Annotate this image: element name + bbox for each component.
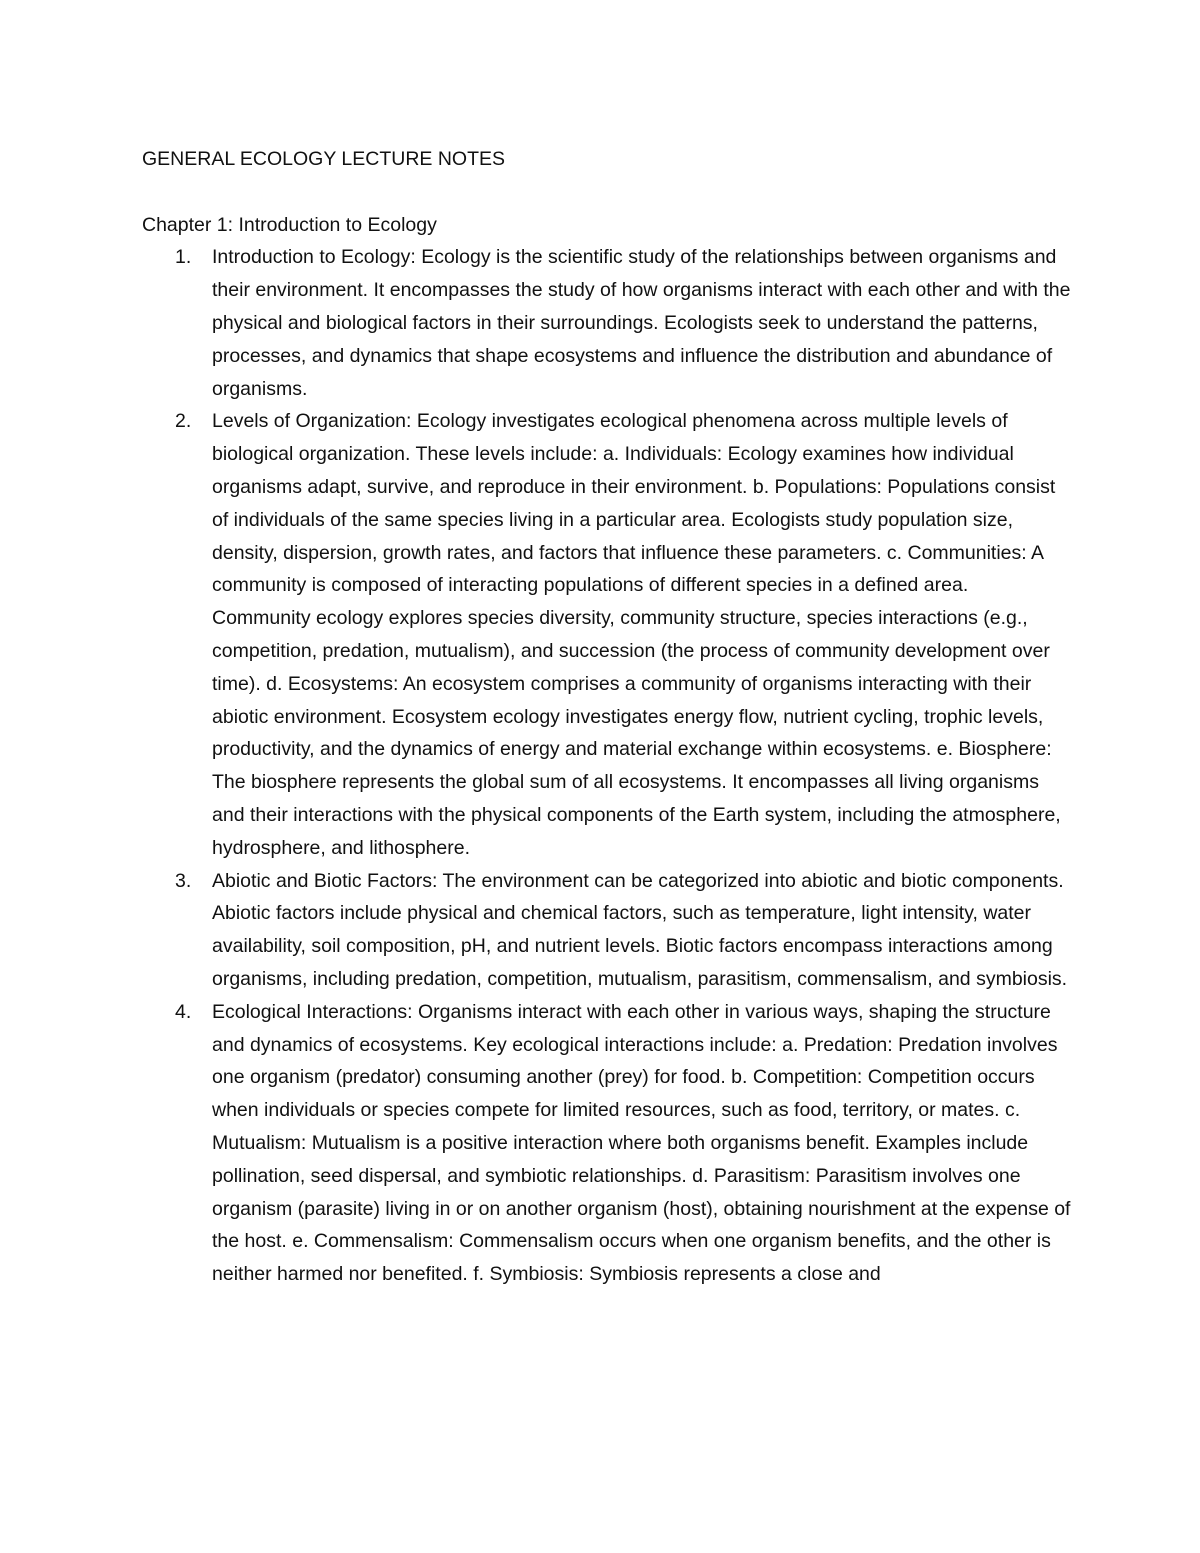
list-item-number: 2. bbox=[175, 410, 192, 433]
list-item-text: Ecological Interactions: Organisms interact with each other in various ways, shaping the structure and dynamics of ecosystems. Key ecological interactions include: a. Predation: Predation involves one organism (predator) consuming another (prey) for food. b. Competition: Competition occurs when individuals or species compete for limited resources, such as food, territory, or mates. c. Mutualism: Mutualism is a positive interaction where both organisms benefit. Examples include pollination, seed dispersal, and symbiotic relationships. d. Parasitism: Parasitism involves one organism (parasite) living in or on another organism (host), obtaining nourishment at the expense of the host. e. Commensalism: Commensalism occurs when one organism benefits, and the other is neither harmed nor benefited. f. Symbiosis: Symbiosis represents a close and bbox=[212, 1000, 1071, 1286]
document-title: GENERAL ECOLOGY LECTURE NOTES bbox=[142, 148, 506, 170]
page-content bbox=[142, 143, 1072, 1291]
chapter-heading: Chapter 1: Introduction to Ecology bbox=[142, 213, 437, 236]
list-item-text: Introduction to Ecology: Ecology is the scientific study of the relationships between organisms and their environment. It encompasses the study of how organisms interact with each other and with the physical and biological factors in their surroundings. Ecologists seek to understand the patterns, processes, and dynamics that shape ecosystems and influence the distribution and abundance of organisms. bbox=[212, 246, 1071, 400]
list-item bbox=[142, 241, 1072, 405]
list-item bbox=[142, 405, 1072, 864]
list-item-number: 3. bbox=[175, 869, 192, 892]
notes-list bbox=[142, 241, 1072, 1291]
list-item-number: 4. bbox=[175, 1000, 192, 1023]
list-item bbox=[142, 996, 1072, 1291]
list-item-text: Abiotic and Biotic Factors: The environment can be categorized into abiotic and biotic components. Abiotic factors include physical and chemical factors, such as temperature, light intensity, water availability, soil composition, pH, and nutrient levels. Biotic factors encompass interactions among organisms, including predation, competition, mutualism, parasitism, commensalism, and symbiosis. bbox=[212, 869, 1068, 990]
list-item bbox=[142, 865, 1072, 996]
list-item-text: Levels of Organization: Ecology investigates ecological phenomena across multiple levels of biological organization. These levels include: a. Individuals: Ecology examines how individual organisms adapt, survive, and reproduce in their environment. b. Populations: Populations consist of individuals of the same species living in a particular area. Ecologists study population size, density, dispersion, growth rates, and factors that influence these parameters. c. Communities: A community is composed of interacting populations of different species in a defined area. Community ecology explores species diversity, community structure, species interactions (e.g., competition, predation, mutualism), and succession (the process of community development over time). d. Ecosystems: An ecosystem comprises a community of organisms interacting with their abiotic environment. Ecosystem ecology investigates energy flow, nutrient cycling, trophic levels, productivity, and the dynamics of energy and material exchange within ecosystems. e. Biosphere: The biosphere represents the global sum of all ecosystems. It encompasses all living organisms and their interactions with the physical components of the Earth system, including the atmosphere, hydrosphere, and lithosphere. bbox=[212, 410, 1061, 859]
list-item-number: 1. bbox=[175, 246, 192, 269]
